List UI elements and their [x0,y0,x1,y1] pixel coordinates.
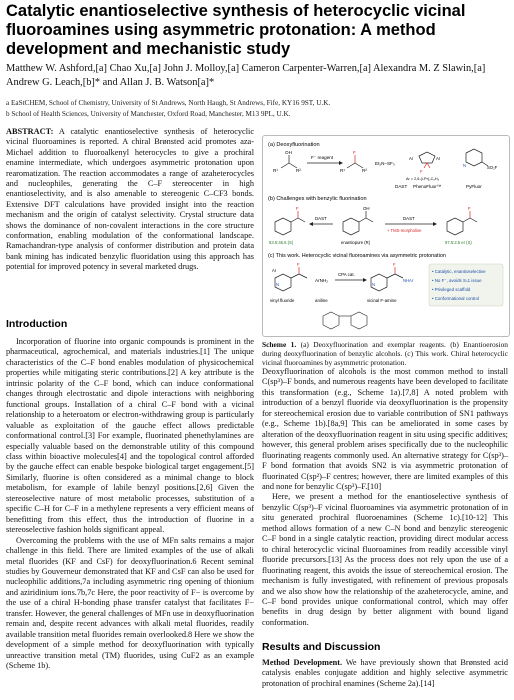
benefit-4: • Conformational control [432,296,479,301]
affiliation-a: a EaStCHEM, School of Chemistry, University of St Andrews, North Haugh, St Andrews, Fife, KY16 9ST, U.K. [6,99,331,107]
fluoride-r2: R² [362,168,367,173]
vinyl-ar: Ar [272,268,277,273]
dast-label-right: DAST [403,216,415,221]
pyfluor-n: N [463,163,467,168]
right-paragraph-1: Deoxyfluorination of alcohols is the most common method to install C(sp³)–F bonds, and numerous reagents have been developed to facilitate this transformation (e.g., Scheme 1a).[7,8] A noted problem with introduction of a benzyl fluoride via deoxyfluorination is the propensity for stereochemical erosion due to variable contribution of SN1 pathways (e.g., Scheme 1b).[8a,9] This can be ameliorated in some cases by alteration of the deoxyfluorination reagent in situ using specific additives; however, this general problem arises specifically due to the nucleophilic fluorinating reagents commonly used. An alternative strategy for C(sp³)–F bond formation that avoids SN2 is via asymmetric protonation of fluorinated C(sp²)–F centres; however, there are limited examples of this and none for benzylic C(sp³)–F.[10] [262,367,508,491]
center-oh: OH [363,206,370,211]
panel-c-arrowhead [363,278,367,282]
method-label: Method Development. [262,658,343,667]
panel-a-label: (a) Deoxyfluorination [268,142,320,148]
benefit-1: • Catalytic, enantioselective [432,269,486,274]
fluoride-r1: R¹ [340,168,345,173]
method-development-paragraph [262,658,508,689]
panel-b-label: (b) Challenges with benzylic fluorination [268,196,367,202]
benzyl-fluoride-right [447,211,477,235]
scheme-1-graphic [263,136,509,336]
caption-text: (a) Deoxyfluorination and exemplar reagents. (b) Enantioerosion during deoxyfluorination of benzylic alcohols. (c) This work. Chiral heterocyclic vicinal fluoroamines by asymmetric protonation. [262,340,509,368]
scheme-1-caption [262,340,508,368]
pyfluor-so2f: SO₂F [487,165,498,170]
caption-label: Scheme 1. [262,340,297,349]
cpa-catalyst-label: CPA cat. [338,272,355,277]
aniline-label: aniline [315,298,328,303]
fluoride-structure [347,155,363,168]
right-paragraph-2: Here, we present a method for the enantioselective synthesis of benzylic C(sp³)–F vicinal fluoroamines via asymmetric protonation of in situ generated prochiral fluoroenamines (Scheme 1c).[10-12] This method allows formation of a new C–N bond and benzylic stereogenic C–F bond in a single catalytic reaction, providing direct modular access to chiral heterocyclic vicinal fluoroamines from readily accessible vinyl fluoride precursors.[13] As the process does not rely upon the use of a fluorinating reagent, this avoids the issue of stereochemical erosion. The mechanism is fully investigated, with refinement of previous proposals and we also show how the relationship of the azaheterocycle, amine, and C–F bond provides unique conformational control, which may offer benefits in drug design by better alignment with bound ligand conformation. [262,492,508,627]
right-column-body [262,367,508,628]
reagent-name-pyfluor: PyFluor [466,184,482,189]
panel-a-reagent: F⁻ reagent [311,155,334,160]
intro-paragraph-1: Incorporation of fluorine into organic compounds is prominent in the pharmaceutical, agrochemical, and materials industries.[1] The unique characteristics of the C–F bond enables modulation of physicochemical properties while mitigating steric contributions.[2] A key attribute is the intrinsic polarity of the C–F bond, which can induce conformational changes through electrostatic and dipole interactions with neighboring functional groups. Installation of a chiral C–F bond with a vicinal relationship to a heteroatom or electron-withdrawing group is particularly valuable as exploitation of the gauche effect allows predictable conformational control.[3] For example, fluorinated phenethylamines are especially valuable based on the demonstrable utility of this compound class within bioactive molecules[4] and the topological control afforded by the gauche effect can enable bespoke biological target engagement.[5] Similarly, fluorine is often considered as a minimal change to block metabolism, for example of labile benzyl positions.[2,6] Given the stereoselective nature of most metabolic processes, substitution of a specific C–H for C–F in a methylene represents a very efficient means of benefitting from this effect, thus the introduction of fluorine in a stereoselective fashion holds significant appeal. [6,337,254,535]
scheme-1-figure [262,135,510,337]
arnh2-reagent: ArNH₂ [315,278,329,283]
abstract-text: A catalytic enantioselective synthesis of heterocyclic vicinal fluoroamines is reported. A chiral Brønsted acid promotes aza-Michael addition to fluoroalkenyl heterocycles to give a prochiral enamine intermediate, which undergoes asymmetric protonation upon rearomatization. The reaction accommodates a range of azaheterocycles and nucleophiles, generating the C–F stereocenter in high enantioselectivity, and is also amenable to stereogenic C–CF3 bonds. Extensive DFT calculations have provided insight into the reaction mechanism and the origin of catalyst selectivity. Crystal structure data shows the dominance of non-covalent interactions in the core structure conformation, enabling modulation of the conformational landscape. Ramachandran-type analysis of conformer distribution and protein data bank mining has indicated benzylic fluoridation using this approach has potential for improved potency in several marketed drugs. [6,127,254,272]
panel-b-arrowhead-left [309,222,313,226]
phenofluor-ar-left: Ar [409,156,414,161]
alcohol-r2: R² [296,168,301,173]
vicinal-fluoroamine-label: vicinal F-amine [367,298,397,303]
benefit-3: • Privileged scaffold [432,287,471,292]
author-list: Matthew W. Ashford,[a] Chao Xu,[a] John J. Molloy,[a] Cameron Carpenter-Warren,[a] Alexandra M. Z Slawin,[a] Andrew G. Leach,[b]* and Allan J. B. Watson[a]* [6,63,486,88]
benzyl-alcohol-center [343,211,373,235]
fluoride-f: F [353,150,356,155]
dast-formula: Et₂N–SF₃ [375,161,395,166]
method-text: We have previously shown that Brønsted acid catalysis enables conjugate addition and highly selective asymmetric protonation of prochiral enamines (Scheme 2a).[14] [262,658,508,688]
phenofluor-ar-right: Ar [436,156,441,161]
drug-fragment-structure [323,312,367,329]
er-right: 97.5:2.5 er (S) [445,240,472,245]
alcohol-structure [281,155,297,168]
results-heading: Results and Discussion [262,641,381,653]
tms-morpholine-label: + TMS-morpholine [387,228,422,233]
er-mid: enantiopure (R) [341,240,371,245]
vinyl-fluoride-label: vinyl fluoride [270,298,295,303]
phenofluor-ar-def: Ar = 2,6-(i-Pr)₂C₆H₃ [406,177,440,181]
phenofluor-f: F [420,169,423,174]
phenofluor-structure [419,152,435,168]
product-f: F [393,262,396,267]
product-n: N [372,282,376,287]
introduction-body [6,337,254,699]
dast-label-left: DAST [315,216,327,221]
abstract-label: ABSTRACT: [6,127,54,136]
left-f: F [296,206,299,211]
vinyl-f: F [297,262,300,267]
affiliation-b: b School of Health Sciences, University of Manchester, Oxford Road, Manchester, M13 9PL, U.K. [6,110,291,118]
vicinal-fluoroamine-structure [371,267,403,291]
alcohol-oh: OH [285,150,292,155]
product-nhar: NHAr [403,278,414,283]
alcohol-r1: R¹ [273,168,278,173]
paper-title: Catalytic enantioselective synthesis of heterocyclic vicinal fluoroamines using asymmetric protonation: A method development and mechanistic study [6,2,466,58]
er-left: 53.5:46.5 (S) [269,240,294,245]
benefit-2: • No F⁻, avoids Sₙ1 issue [432,278,482,283]
panel-c-label: (c) This work. Heterocyclic vicinal fluoroamines via asymmetric protonation [268,253,446,259]
panel-a-arrowhead [339,161,343,165]
reagent-name-phenofluor: PhenoFluor™ [413,184,442,189]
intro-paragraph-2: Overcoming the problems with the use of MFn salts remains a major challenge in this field. There are limited examples of the use of alkali metal fluorides (KF and CsF) for deoxyfluorination.6 Recent seminal studies by Gouverneur demonstrated that KF and CsF can also be used for nucleophilic additions,7a including asymmetric ring opening of thionium and aziridinium ions.7b,7c Here, the poor reactivity of F− is overcome by the use of a chiral H-bonding phase transfer catalyst that facilitates F− transfer. However, the general challenges of MFn use in deoxyfluorination remain and, despite recent advances with alkali metal fluorides, readily available transition metal fluorides remain overlooked.8 Here we show the development of a simple method for deoxyfluorination with typically unreactive transition metal (TM) fluorides, using CuF2 as an example (Scheme 1b). [6,535,254,671]
benzyl-fluoride-left [275,211,305,235]
vinyl-fluoride-structure [275,267,307,291]
introduction-heading: Introduction [6,318,68,330]
vinyl-n: N [276,282,280,287]
abstract [6,127,254,273]
reagent-name-dast: DAST [395,184,408,189]
panel-b-arrowhead-right [433,222,437,226]
right-f: F [468,206,471,211]
pyfluor-structure [466,149,488,166]
